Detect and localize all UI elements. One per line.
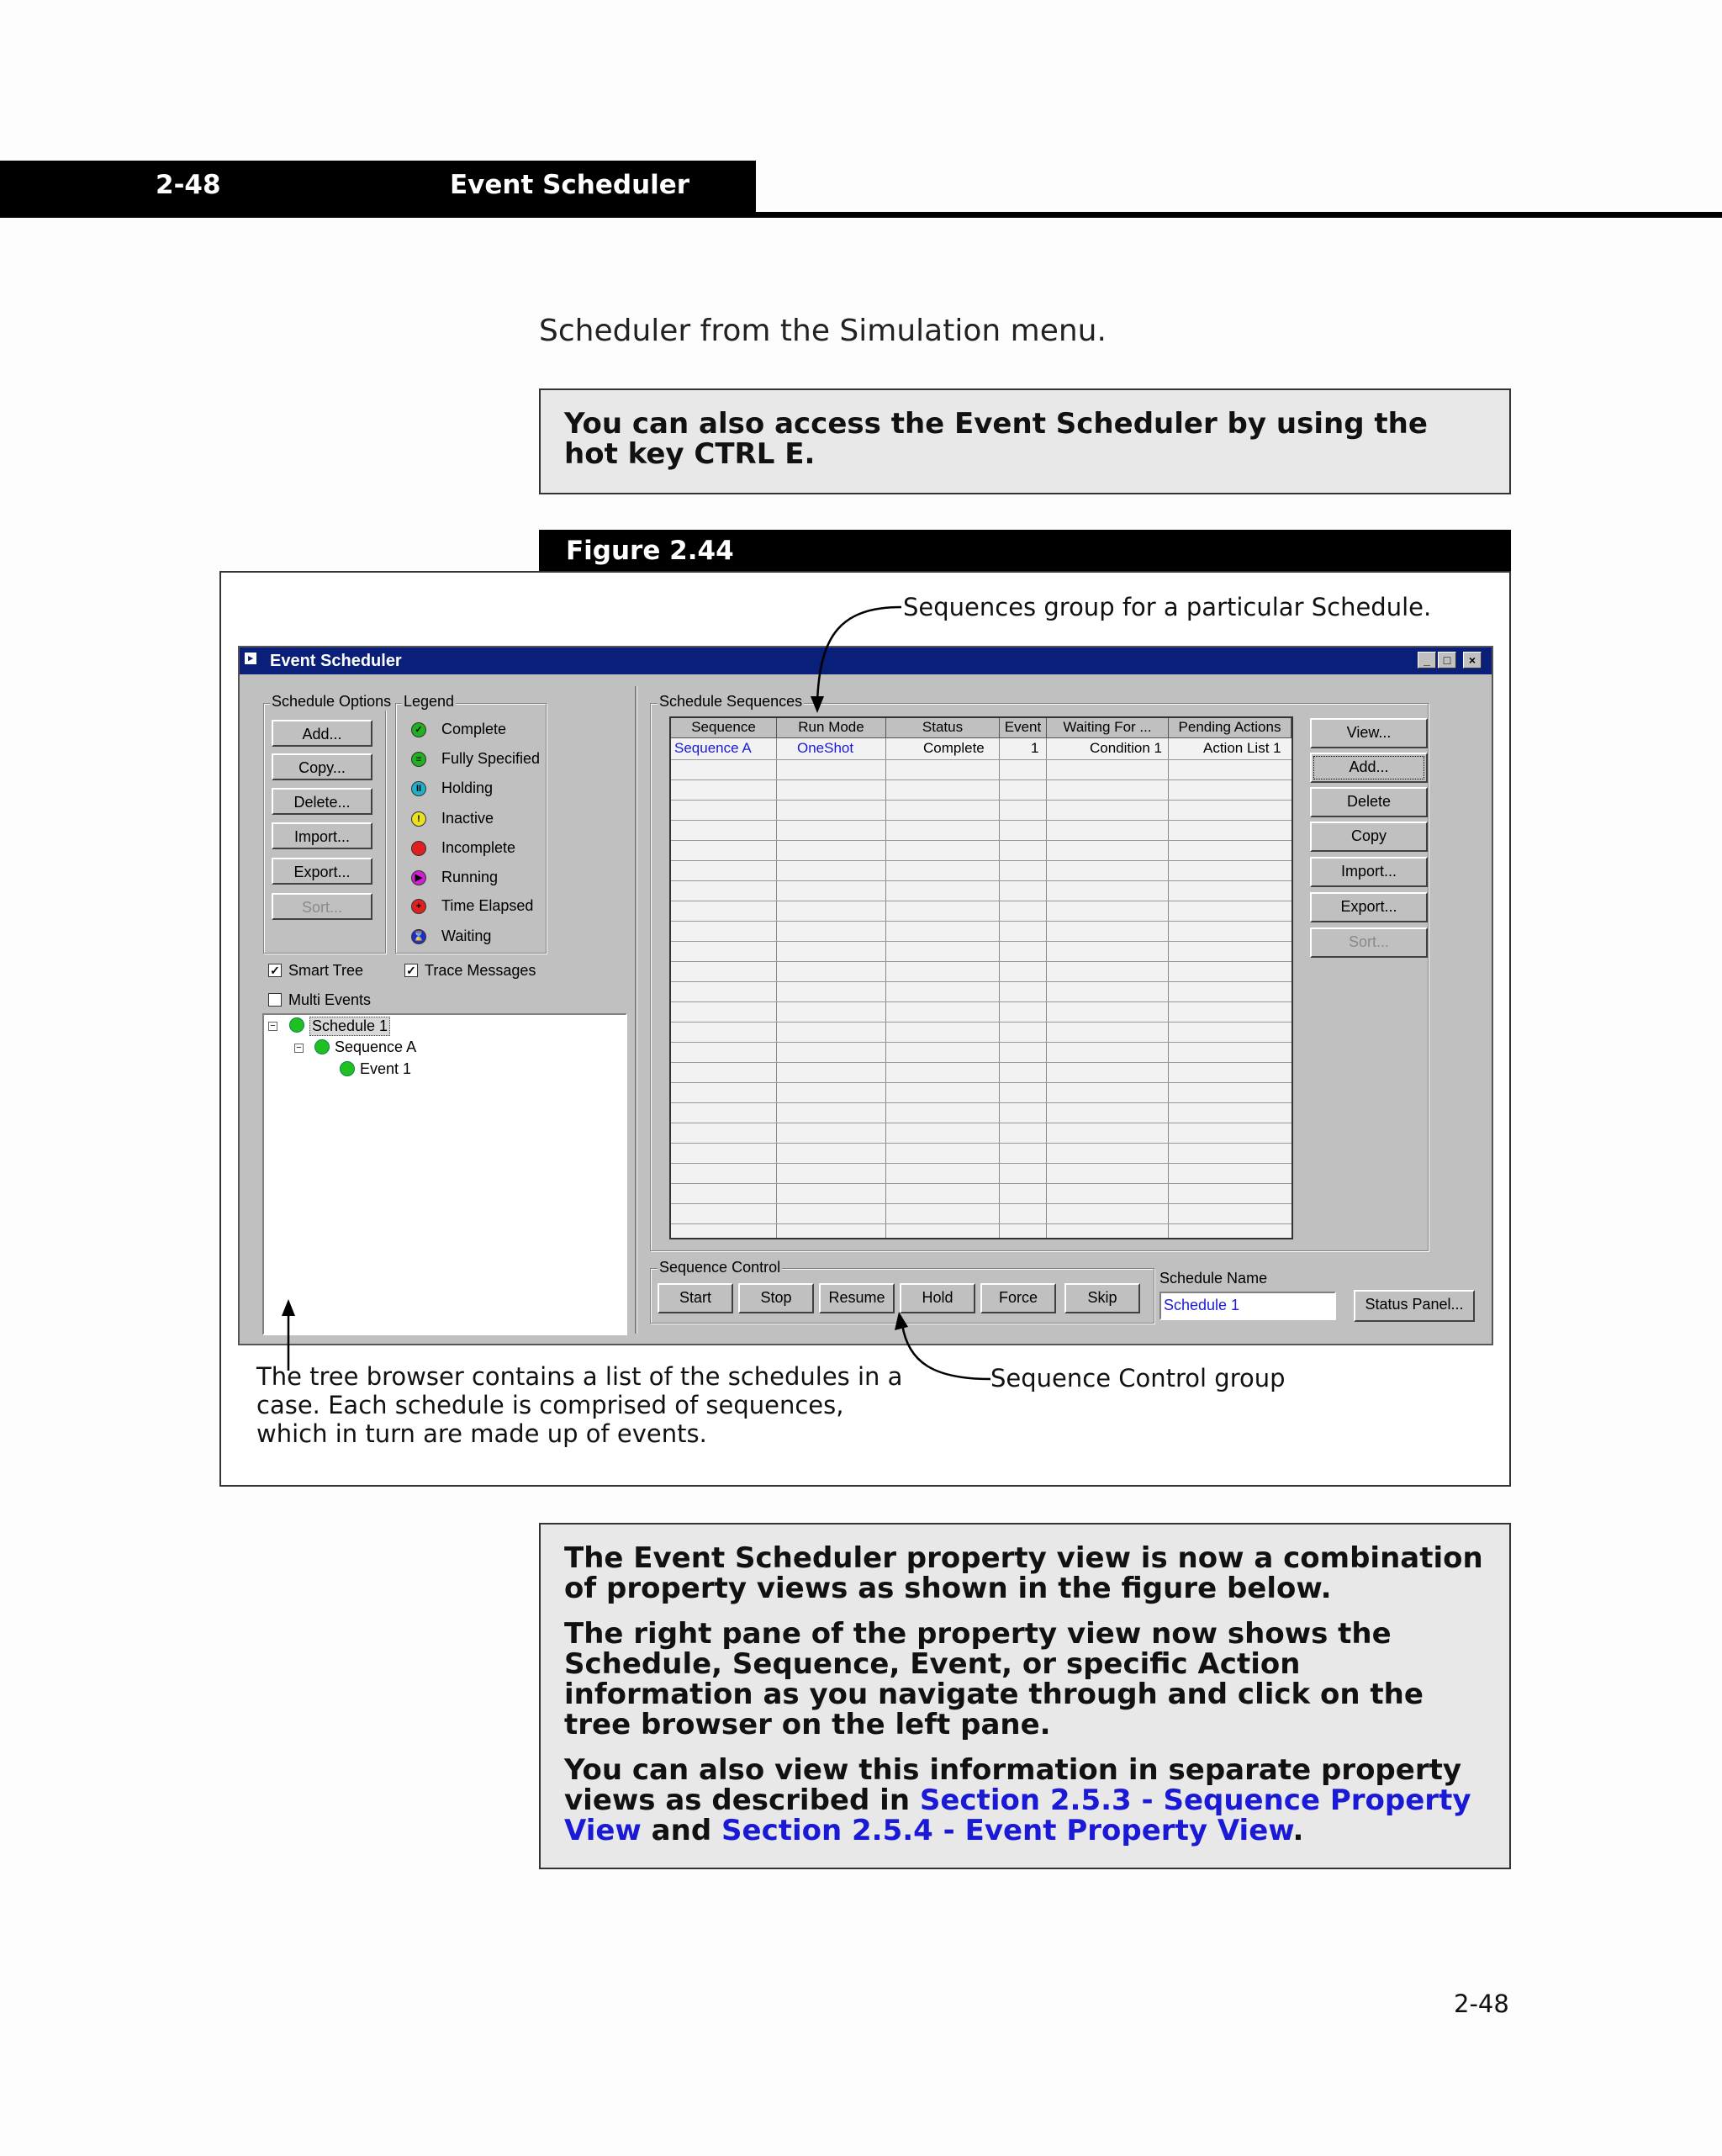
column-header-waiting-for[interactable]: Waiting For ... xyxy=(1047,718,1169,738)
inactive-status-icon: ! xyxy=(411,811,426,827)
legend-item-label: Running xyxy=(441,869,499,885)
column-header-event[interactable]: Event xyxy=(1000,718,1047,738)
note-paragraph: The Event Scheduler property view is now a combination of property views as shown in the figure below. xyxy=(564,1541,1483,1605)
tree-node-label: Sequence A xyxy=(335,1038,417,1055)
row-divider xyxy=(671,1082,1293,1083)
skip-button[interactable]: Skip xyxy=(1064,1283,1140,1313)
row-divider xyxy=(671,941,1293,942)
callout-sequence-control: Sequence Control group xyxy=(990,1364,1286,1392)
note-text: and xyxy=(641,1814,722,1847)
sequence-import-button[interactable]: Import... xyxy=(1310,857,1428,887)
cell-status[interactable]: Complete xyxy=(923,740,985,756)
callout-tree xyxy=(256,1362,902,1448)
force-button[interactable]: Force xyxy=(980,1283,1056,1313)
schedule-name-label: Schedule Name xyxy=(1159,1270,1268,1287)
legend-item-label: Waiting xyxy=(441,927,492,944)
event-property-view-link[interactable]: Section 2.5.4 - Event Property View xyxy=(721,1814,1293,1847)
collapse-icon[interactable]: − xyxy=(268,1022,277,1031)
row-divider xyxy=(671,800,1293,801)
row-divider xyxy=(671,840,1293,841)
column-header-sequence[interactable]: Sequence xyxy=(671,718,777,738)
legend-item-label: Incomplete xyxy=(441,839,516,856)
tree-node-label: Schedule 1 xyxy=(309,1017,390,1036)
note-text: You can also view this information in separate property views as described in xyxy=(564,1753,1462,1817)
schedule-add-button[interactable]: Add... xyxy=(272,720,372,747)
complete-status-icon xyxy=(289,1017,304,1033)
row-divider xyxy=(671,880,1293,881)
row-divider xyxy=(671,1223,1293,1224)
schedule-export-button[interactable]: Export... xyxy=(272,858,372,885)
schedule-delete-button[interactable]: Delete... xyxy=(272,788,372,815)
sequence-property-view-link[interactable]: Section 2.5.3 - Sequence Property View xyxy=(564,1783,1471,1847)
holding-status-icon: II xyxy=(411,781,426,796)
schedule-sort-button[interactable]: Sort... xyxy=(272,893,372,920)
schedule-name-field[interactable]: Schedule 1 xyxy=(1159,1292,1336,1320)
event-scheduler-window xyxy=(238,646,1493,1345)
checkbox-checked-icon: ✓ xyxy=(404,964,418,977)
row-divider xyxy=(671,779,1293,780)
maximize-button[interactable]: □ xyxy=(1438,652,1456,668)
row-divider xyxy=(671,1022,1293,1023)
sequence-view-button[interactable]: View... xyxy=(1310,718,1428,748)
legend-group xyxy=(395,703,547,954)
header-chapter-title: Event Scheduler xyxy=(450,170,690,200)
hold-button[interactable]: Hold xyxy=(900,1283,975,1313)
status-panel-button[interactable]: Status Panel... xyxy=(1354,1290,1475,1322)
row-divider xyxy=(671,981,1293,982)
row-divider xyxy=(671,921,1293,922)
callout-tree-line: case. Each schedule is comprised of sequences, xyxy=(256,1391,844,1419)
resume-button[interactable]: Resume xyxy=(819,1283,895,1313)
tree-browser[interactable] xyxy=(262,1013,627,1335)
window-titlebar[interactable] xyxy=(240,647,1492,674)
column-divider xyxy=(1046,718,1047,1239)
callout-tree-line: The tree browser contains a list of the schedules in a xyxy=(256,1362,903,1391)
checkbox-unchecked-icon xyxy=(268,993,282,1007)
cell-run-mode[interactable]: OneShot xyxy=(797,740,854,756)
legend-item-label: Fully Specified xyxy=(441,750,541,767)
column-divider xyxy=(885,718,886,1239)
checkbox-label: Trace Messages xyxy=(425,962,536,979)
legend-item-label: Inactive xyxy=(441,810,494,827)
cell-waiting-for[interactable]: Condition 1 xyxy=(1090,740,1163,756)
time-elapsed-status-icon: + xyxy=(411,899,426,914)
hotkey-note-text: You can also access the Event Scheduler by using the hot key CTRL E. xyxy=(564,407,1428,471)
schedule-options-label: Schedule Options xyxy=(272,693,392,710)
property-view-note xyxy=(539,1523,1511,1869)
pane-splitter[interactable] xyxy=(635,686,637,1334)
checkbox-checked-icon: ✓ xyxy=(268,964,282,977)
sequence-copy-button[interactable]: Copy xyxy=(1310,822,1428,852)
schedule-sequences-label: Schedule Sequences xyxy=(659,693,803,710)
column-divider xyxy=(999,718,1000,1239)
sequence-control-label: Sequence Control xyxy=(659,1259,781,1276)
row-divider xyxy=(671,1183,1293,1184)
row-divider xyxy=(671,961,1293,962)
schedule-import-button[interactable]: Import... xyxy=(272,822,372,849)
row-divider xyxy=(671,820,1293,821)
column-divider xyxy=(1168,718,1169,1239)
tree-node-label: Event 1 xyxy=(360,1060,412,1077)
callout-tree-line: which in turn are made up of events. xyxy=(256,1419,707,1448)
row-divider xyxy=(671,1203,1293,1204)
complete-status-icon: ✓ xyxy=(411,722,426,737)
note-paragraph: The right pane of the property view now shows the Schedule, Sequence, Event, or specific Action information as you navigate through and click on the tree browser on the left pane. xyxy=(564,1617,1424,1741)
header-page-number: 2-48 xyxy=(156,170,221,200)
start-button[interactable]: Start xyxy=(658,1283,733,1313)
sequence-add-button[interactable]: Add... xyxy=(1310,753,1428,783)
column-header-status[interactable]: Status xyxy=(886,718,1000,738)
window-title: Event Scheduler xyxy=(270,652,402,670)
intro-text: Scheduler from the Simulation menu. xyxy=(539,314,1107,348)
close-button[interactable]: × xyxy=(1463,652,1482,668)
legend-label: Legend xyxy=(404,693,455,710)
legend-item-label: Complete xyxy=(441,721,507,737)
note-text: . xyxy=(1292,1814,1304,1847)
complete-status-icon xyxy=(340,1061,355,1076)
row-divider xyxy=(671,1143,1293,1144)
complete-status-icon xyxy=(314,1039,330,1054)
row-divider xyxy=(671,1102,1293,1103)
figure-label: Figure 2.44 xyxy=(539,530,1511,572)
callout-sequences: Sequences group for a particular Schedule. xyxy=(903,593,1432,621)
sequence-export-button[interactable]: Export... xyxy=(1310,892,1428,922)
sequence-sort-button[interactable]: Sort... xyxy=(1310,927,1428,958)
cell-event[interactable]: 1 xyxy=(1031,740,1039,756)
note-paragraph xyxy=(564,1755,1486,1846)
collapse-icon[interactable]: − xyxy=(294,1044,304,1053)
running-status-icon: ▶ xyxy=(411,870,426,885)
row-divider xyxy=(671,1001,1293,1002)
checkbox-label: Multi Events xyxy=(288,991,372,1008)
row-divider xyxy=(671,1062,1293,1063)
column-header-run-mode[interactable]: Run Mode xyxy=(777,718,886,738)
footer-page-number: 2-48 xyxy=(1454,1990,1509,2018)
row-divider xyxy=(671,759,1293,760)
schedule-copy-button[interactable]: Copy... xyxy=(272,753,372,780)
fully-specified-status-icon: ≡ xyxy=(411,752,426,767)
checkbox-label: Smart Tree xyxy=(288,962,364,979)
column-divider xyxy=(776,718,777,1239)
incomplete-status-icon xyxy=(411,841,426,856)
app-icon[interactable]: ▸ xyxy=(245,653,256,664)
cell-sequence[interactable]: Sequence A xyxy=(674,740,752,756)
hotkey-note xyxy=(539,388,1511,494)
minimize-button[interactable]: _ xyxy=(1418,652,1436,668)
stop-button[interactable]: Stop xyxy=(738,1283,814,1313)
sequences-table[interactable] xyxy=(669,716,1293,1239)
row-divider xyxy=(671,860,1293,861)
sequence-delete-button[interactable]: Delete xyxy=(1310,787,1428,817)
legend-item-label: Time Elapsed xyxy=(441,897,534,914)
row-divider xyxy=(671,1042,1293,1043)
legend-item-label: Holding xyxy=(441,779,494,796)
row-divider xyxy=(671,1163,1293,1164)
header-rule xyxy=(756,212,1722,218)
waiting-status-icon: ⌛ xyxy=(411,929,426,944)
cell-pending-actions[interactable]: Action List 1 xyxy=(1203,740,1281,756)
column-header-pending-actions[interactable]: Pending Actions xyxy=(1169,718,1292,738)
